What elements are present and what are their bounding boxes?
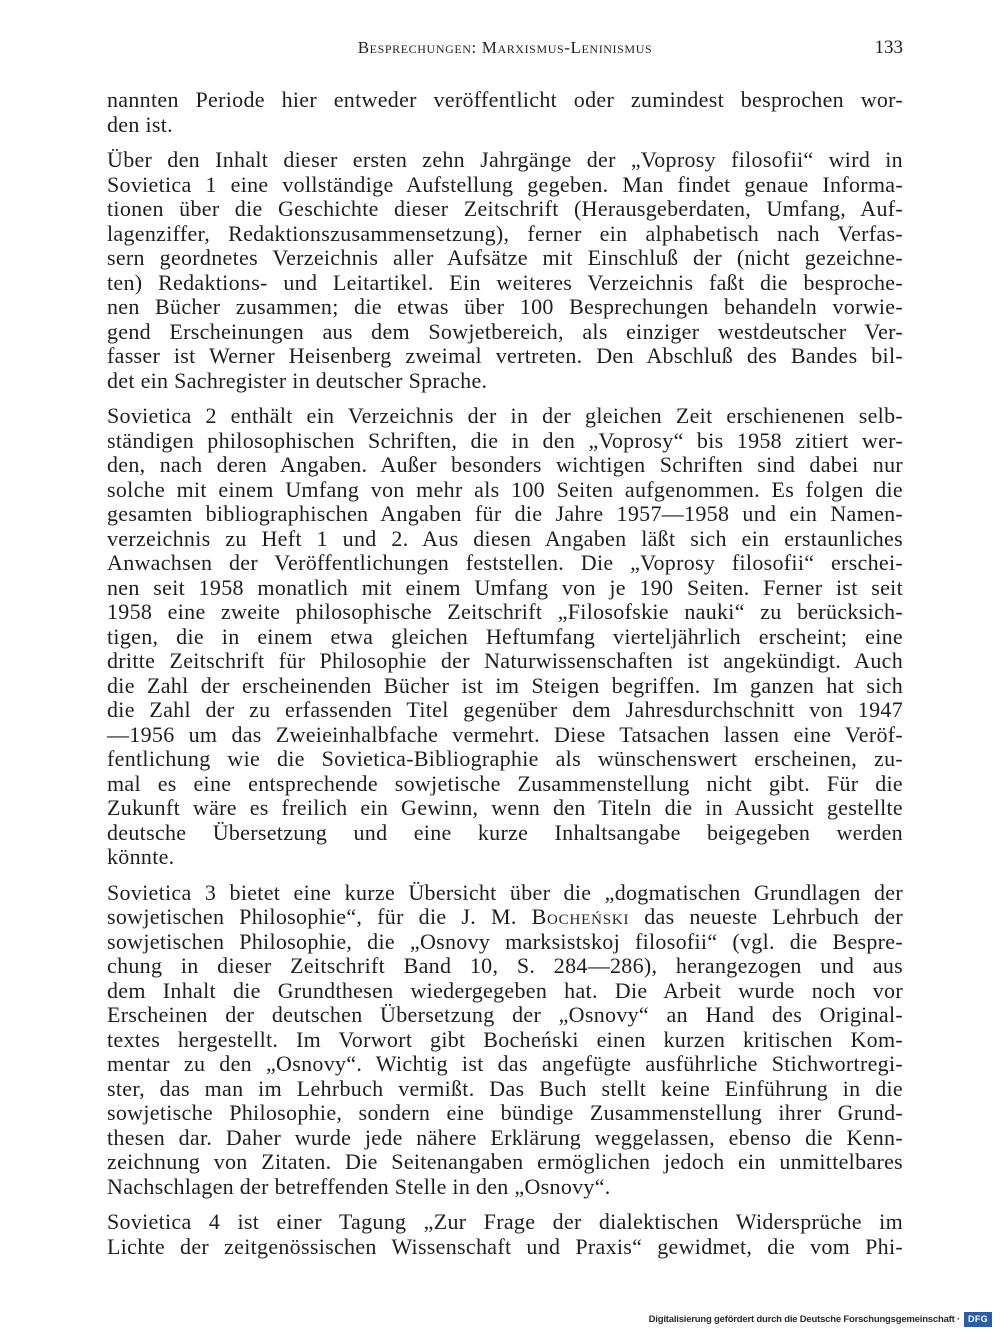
paragraph: [107, 148, 903, 393]
text-line: gesamten bibliographischen Angaben für die Jahre 1957—1958 und ein Namen-: [107, 501, 903, 526]
digitization-credit: Digitalisierung gefördert durch die Deutsche Forschungsgemeinschaft ·: [648, 1314, 960, 1325]
text-line: thesen dar. Daher wurde jede nähere Erklärung weggelassen, ebenso die Kenn-: [107, 1124, 903, 1150]
page-body: [107, 88, 903, 1270]
text-line: ten) Redaktions- und Leitartikel. Ein weiteres Verzeichnis faßt die besproche-: [107, 269, 903, 295]
text-line: dem Inhalt die Grundthesen wiedergegeben hat. Die Arbeit wurde noch vor: [107, 977, 903, 1003]
text-line: nen seit 1958 monatlich mit einem Umfang von je 190 Seiten. Ferner ist seit: [107, 574, 903, 600]
author-name: Bocheński: [531, 904, 630, 929]
text-line: Sovietica 4 ist einer Tagung „Zur Frage der dialektischen Widersprüche im: [107, 1209, 903, 1234]
text-line: solche mit einem Umfang von mehr als 100 Seiten aufgenommen. Es folgen die: [107, 476, 903, 502]
page-number: 133: [874, 37, 903, 58]
text-line: sowjetische Philosophie, sondern eine bündige Zusammenstellung ihrer Grund-: [107, 1100, 903, 1125]
text-line: fasser ist Werner Heisenberg zweimal vertreten. Den Abschluß des Bandes bil-: [107, 343, 903, 368]
text-line: den, nach deren Angaben. Außer besonders wichtigen Schriften sind dabei nur: [107, 452, 903, 477]
text-line: dritte Zeitschrift für Philosophie der Naturwissenschaften ist angekündigt. Auch: [107, 648, 903, 673]
text-line: Anwachsen der Veröffentlichungen feststellen. Die „Voprosy filosofii“ erschei-: [107, 550, 903, 575]
text-line: 1958 eine zweite philosophische Zeitschrift „Filosofskie nauki“ zu berücksich-: [107, 599, 903, 624]
text-line: ständigen philosophischen Schriften, die in den „Voprosy“ bis 1958 zitiert wer-: [107, 427, 903, 453]
text-line: —1956 um das Zweieinhalbfache vermehrt. Diese Tatsachen lassen eine Veröf-: [107, 721, 903, 747]
text-line: die Zahl der erscheinenden Bücher ist im Steigen begriffen. Im ganzen hat sich: [107, 672, 903, 698]
text-line: tionen über die Geschichte dieser Zeitschrift (Herausgeberdaten, Umfang, Auf-: [107, 196, 903, 221]
running-title: Besprechungen: Marxismus-Leninismus: [357, 38, 653, 57]
text-line: [107, 905, 903, 930]
text-line: mentar zu den „Osnovy“. Wichtig ist das angefügte ausführliche Stichwortregi-: [107, 1051, 903, 1076]
text-line: Sovietica 3 bietet eine kurze Übersicht über die „dogmatischen Grundlagen der: [107, 879, 903, 905]
text-line: den ist.: [107, 111, 173, 137]
text-line: chung in dieser Zeitschrift Band 10, S. 284—286), herangezogen und aus: [107, 953, 903, 978]
text-line: textes hergestellt. Im Vorwort gibt Bocheński einen kurzen kritischen Kom-: [107, 1026, 903, 1052]
text-segment: das neueste Lehrbuch der: [629, 904, 903, 929]
text-line: zeichnung von Zitaten. Die Seitenangaben ermöglichen jedoch ein unmittelbares: [107, 1149, 903, 1174]
text-line: Nachschlagen der betreffenden Stelle in den „Osnovy“.: [107, 1173, 611, 1199]
text-line: nannten Periode hier entweder veröffentlicht oder zumindest besprochen wor-: [107, 87, 903, 112]
text-line: deutsche Übersetzung und eine kurze Inhaltsangabe beigegeben werden: [107, 819, 903, 845]
running-header: [107, 36, 903, 60]
text-segment: sowjetischen Philosophie“, für die J. M.: [107, 904, 532, 929]
text-line: die Zahl der zu erfassenden Titel gegenüber dem Jahresdurchschnitt von 1947: [107, 697, 903, 722]
text-line: det ein Sachregister in deutscher Sprache.: [107, 367, 488, 393]
text-line: Erscheinen der deutschen Übersetzung der „Osnovy“ an Hand des Original-: [107, 1002, 903, 1027]
text-line: sern geordnetes Verzeichnis aller Aufsätze mit Einschluß der (nicht gezeichne-: [107, 245, 903, 270]
text-line: ster, das man im Lehrbuch vermißt. Das Buch stellt keine Einführung in die: [107, 1075, 903, 1101]
text-line: gend Erscheinungen aus dem Sowjetbereich, als einziger westdeutscher Ver-: [107, 318, 903, 344]
dfg-logo: DFG: [964, 1312, 992, 1327]
text-line: verzeichnis zu Heft 1 und 2. Aus diesen Angaben läßt sich ein erstaunliches: [107, 525, 903, 551]
text-line: Über den Inhalt dieser ersten zehn Jahrgänge der „Voprosy filosofii“ wird in: [107, 147, 903, 172]
paragraph: [107, 881, 903, 1200]
paragraph: [107, 1210, 903, 1259]
text-line: Zukunft wäre es freilich ein Gewinn, wenn den Titeln die in Aussicht gestellte: [107, 795, 903, 820]
text-line: Sovietica 1 eine vollständige Aufstellung gegeben. Man findet genaue Informa-: [107, 171, 903, 197]
text-line: tigen, die in einem etwa gleichen Heftumfang vierteljährlich erscheint; eine: [107, 623, 903, 649]
paragraph: [107, 88, 903, 137]
digitization-footer: [649, 1311, 992, 1328]
paragraph: [107, 404, 903, 870]
text-line: Sovietica 2 enthält ein Verzeichnis der in der gleichen Zeit erschienenen selb-: [107, 403, 903, 428]
text-line: lagenziffer, Redaktionszusammensetzung), ferner ein alphabetisch nach Verfas-: [107, 220, 903, 246]
text-line: mal es eine entsprechende sowjetische Zusammenstellung nicht gibt. Für die: [107, 770, 903, 796]
text-line: könnte.: [107, 844, 175, 869]
text-line: Lichte der zeitgenössischen Wissenschaft und Praxis“ gewidmet, die vom Phi-: [107, 1233, 903, 1259]
text-line: fentlichung wie die Sovietica-Bibliographie als wünschenswert erscheinen, zu-: [107, 746, 903, 771]
text-line: nen Bücher zusammen; die etwas über 100 Besprechungen behandeln vorwie-: [107, 294, 903, 319]
text-line: sowjetischen Philosophie, die „Osnovy marksistskoj filosofii“ (vgl. die Bespre-: [107, 928, 903, 954]
